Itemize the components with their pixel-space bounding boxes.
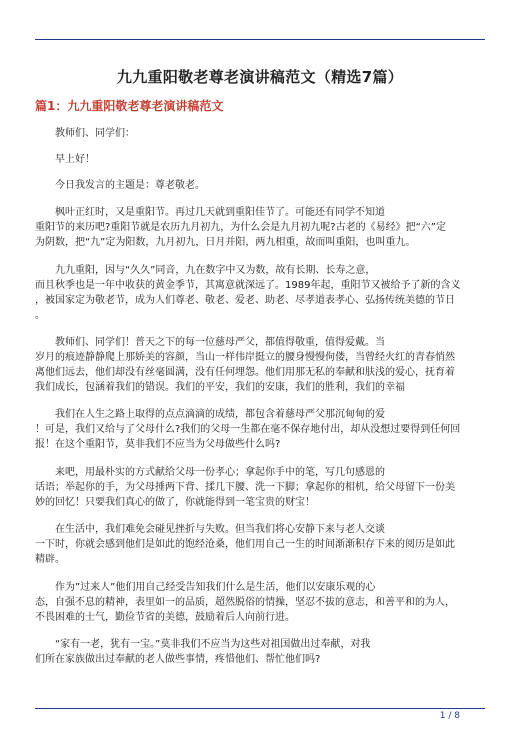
paragraph: [35, 522, 485, 567]
text-line: ！可是，我们又给与了父母什么?我们的父母一生都在毫不保存地付出，却从没想过要得到任何回: [35, 424, 461, 435]
paragraph: [35, 178, 485, 193]
footer-rule: [35, 708, 485, 709]
text-line: 话语；举起你的手，为父母捶两下背、揉几下腰、洗一下脚；拿起你的相机，给父母留下一份美: [35, 482, 455, 493]
paragraph: [35, 637, 485, 667]
text-line: 为阴数，把“九”定为阳数，九月初九，日月并阳，两九相重，故而叫重阳，也叫重九。: [35, 237, 416, 248]
text-line: 离他们远去，他们却没有丝毫圆满，没有任何埋怨。他们用那无私的奉献和肤浅的爱心，抚育着: [35, 367, 455, 378]
text-line: 态，自强不息的精神，表里如一的品质，超然脱俗的情操，坚忍不拔的意志，和善平和的为人，: [35, 597, 455, 608]
text-line: 重阳节的来历吧?重阳节就是农历九月初九，为什么会是九月初九呢?古老的《易经》把“六”定: [35, 222, 446, 233]
text-line: 在生活中，我们难免会碰见挫折与失败。但当我们将心安静下来与老人交谈: [55, 524, 385, 535]
document-title: 九九重阳敬老尊老演讲稿范文（精选7篇）: [116, 68, 404, 86]
text-line: ，被国家定为敬老节，成为人们尊老、敬老、爱老、助老、尽孝道表孝心、弘扬传统美德的节日: [35, 295, 455, 306]
paragraph: [35, 335, 485, 395]
text-line: 我们成长，包涵着我们的错误。我们的平安，我们的安康，我们的胜利，我们的幸福: [35, 382, 405, 393]
text-line: 妙的回忆！只要我们真心的做了，你就能得到一笔宝贵的财宝！: [35, 497, 315, 508]
text-line: 今日我发言的主题是：尊老敬老。: [55, 180, 205, 191]
paragraph: [35, 152, 485, 167]
text-line: 九九重阳，因与“久久”同音，九在数字中又为数，故有长期、长寿之意，: [55, 265, 376, 276]
text-line: 作为”过来人”他们用自己经受告知我们什么是生活，他们以安康乐观的心: [55, 582, 376, 593]
section-title: 篇1：九九重阳敬老尊老演讲稿范文: [35, 99, 224, 113]
text-line: 精辟。: [35, 554, 65, 565]
paragraph: [35, 580, 485, 625]
text-line: 一下时，你就会感到他们是如此的饱经沧桑，他们用自己一生的时间渐渐积存下来的阅历是如此: [35, 539, 455, 550]
paragraph: [35, 205, 485, 250]
text-line: 而且秋季也是一年中收获的黄金季节，其寓意就深远了。1989年起，重阳节又被给予了新的含义: [35, 280, 461, 291]
text-line: 报！在这个重阳节，莫非我们不应当为父母做些什么吗?: [35, 439, 281, 450]
text-line: 我们在人生之路上取得的点点滴滴的成绩，都包含着慈母严父那沉甸甸的爱: [55, 409, 385, 420]
paragraph: [35, 465, 485, 510]
paragraph: [35, 263, 485, 323]
paragraph: [35, 126, 485, 141]
text-line: 教师们、同学们！普天之下的每一位慈母严父，都值得敬重，值得爱戴。当: [55, 337, 385, 348]
text-line: 不畏困难的士气，勤俭节省的美德，鼓励着后人向前行进。: [35, 612, 295, 623]
paragraph: [35, 407, 485, 452]
header-rule: [35, 39, 485, 40]
page-number: 1 / 8: [439, 711, 460, 721]
text-line: “家有一老，犹有一宝。”莫非我们不应当为这些对祖国做出过奉献，对我: [55, 639, 371, 650]
text-line: 岁月的痕迹静静爬上那娇美的容颜，当山一样伟岸挺立的腰身慢慢佝偻，当曾经火红的青春悄然: [35, 352, 455, 363]
text-line: 来吧，用最朴实的方式献给父母一份孝心；拿起你手中的笔，写几句感恩的: [55, 467, 385, 478]
text-line: 教师们、同学们：: [55, 128, 135, 139]
text-line: 们所在家族做出过奉献的老人做些事情，疼惜他们、帮忙他们吗?: [35, 654, 321, 665]
text-line: 枫叶正红时，又是重阳节。再过几天就到重阳佳节了。可能还有同学不知道: [55, 207, 385, 218]
text-line: 早上好！: [55, 154, 95, 165]
text-line: 。: [35, 310, 45, 321]
